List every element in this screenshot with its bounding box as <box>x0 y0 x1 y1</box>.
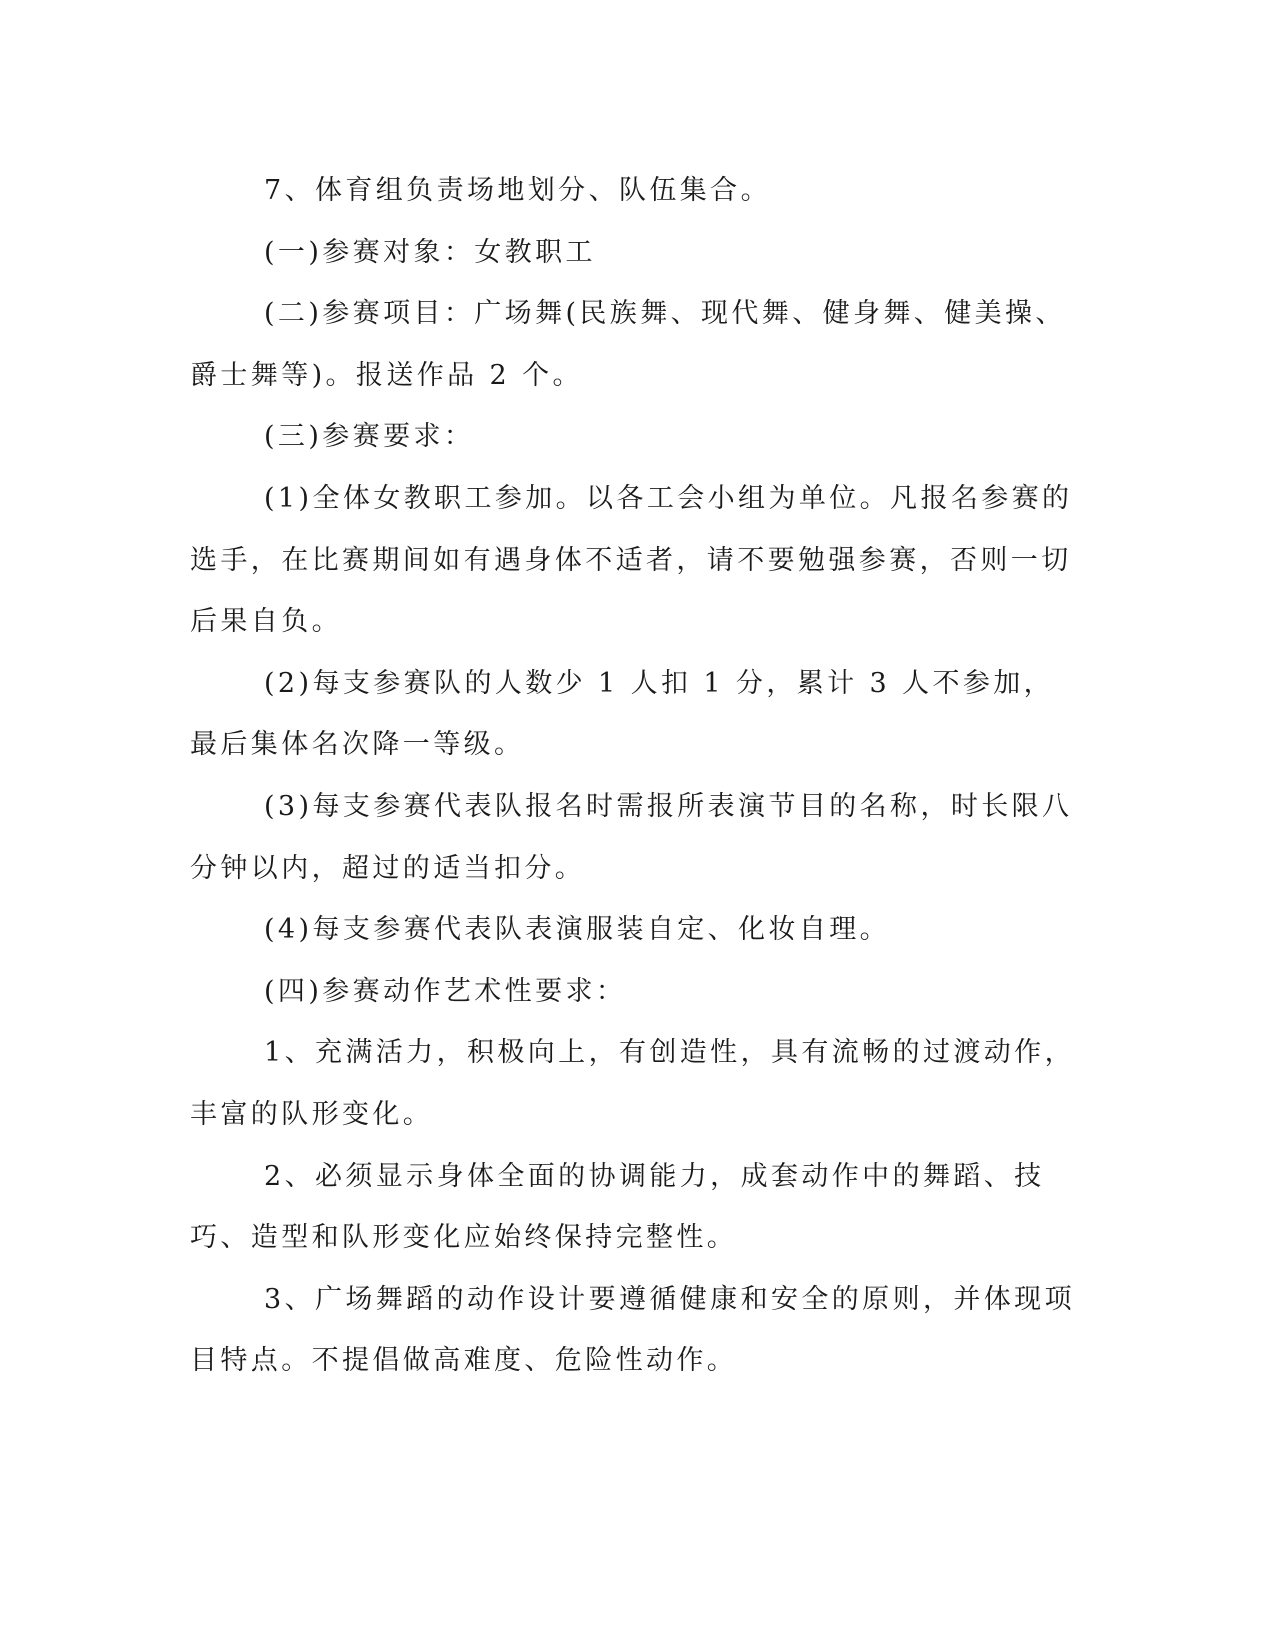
paragraph-artistic-3: 3、广场舞蹈的动作设计要遵循健康和安全的原则，并体现项目特点。不提倡做高难度、危险性动作。 <box>190 1283 1075 1377</box>
paragraph-artistic-2: 2、必须显示身体全面的协调能力，成套动作中的舞蹈、技巧、造型和队形变化应始终保持完整性。 <box>190 1160 1045 1254</box>
paragraph-requirements-heading: (三)参赛要求： <box>264 421 475 453</box>
paragraph-requirement-3: (3)每支参赛代表队报名时需报所表演节目的名称，时长限八分钟以内，超过的适当扣分。 <box>190 790 1073 884</box>
paragraph-requirement-1: (1)全体女教职工参加。以各工会小组为单位。凡报名参赛的选手，在比赛期间如有遇身体不适者，请不要勉强参赛，否则一切后果自负。 <box>190 482 1073 638</box>
paragraph-events: (二)参赛项目：广场舞(民族舞、现代舞、健身舞、健美操、爵士舞等)。报送作品 2 个。 <box>190 298 1066 391</box>
paragraph-participants: (一)参赛对象：女教职工 <box>264 236 596 268</box>
paragraph-item-7: 7、体育组负责场地划分、队伍集合。 <box>264 175 771 206</box>
paragraph-requirement-4: (4)每支参赛代表队表演服装自定、化妆自理。 <box>264 914 891 946</box>
paragraph-artistic-1: 1、充满活力，积极向上，有创造性，具有流畅的过渡动作，丰富的队形变化。 <box>190 1037 1075 1130</box>
document-body <box>190 160 1082 1392</box>
paragraph-requirement-2: (2)每支参赛队的人数少 1 人扣 1 分，累计 3 人不参加，最后集体名次降一等级。 <box>190 667 1055 761</box>
paragraph-artistic-heading: (四)参赛动作艺术性要求： <box>264 975 627 1007</box>
